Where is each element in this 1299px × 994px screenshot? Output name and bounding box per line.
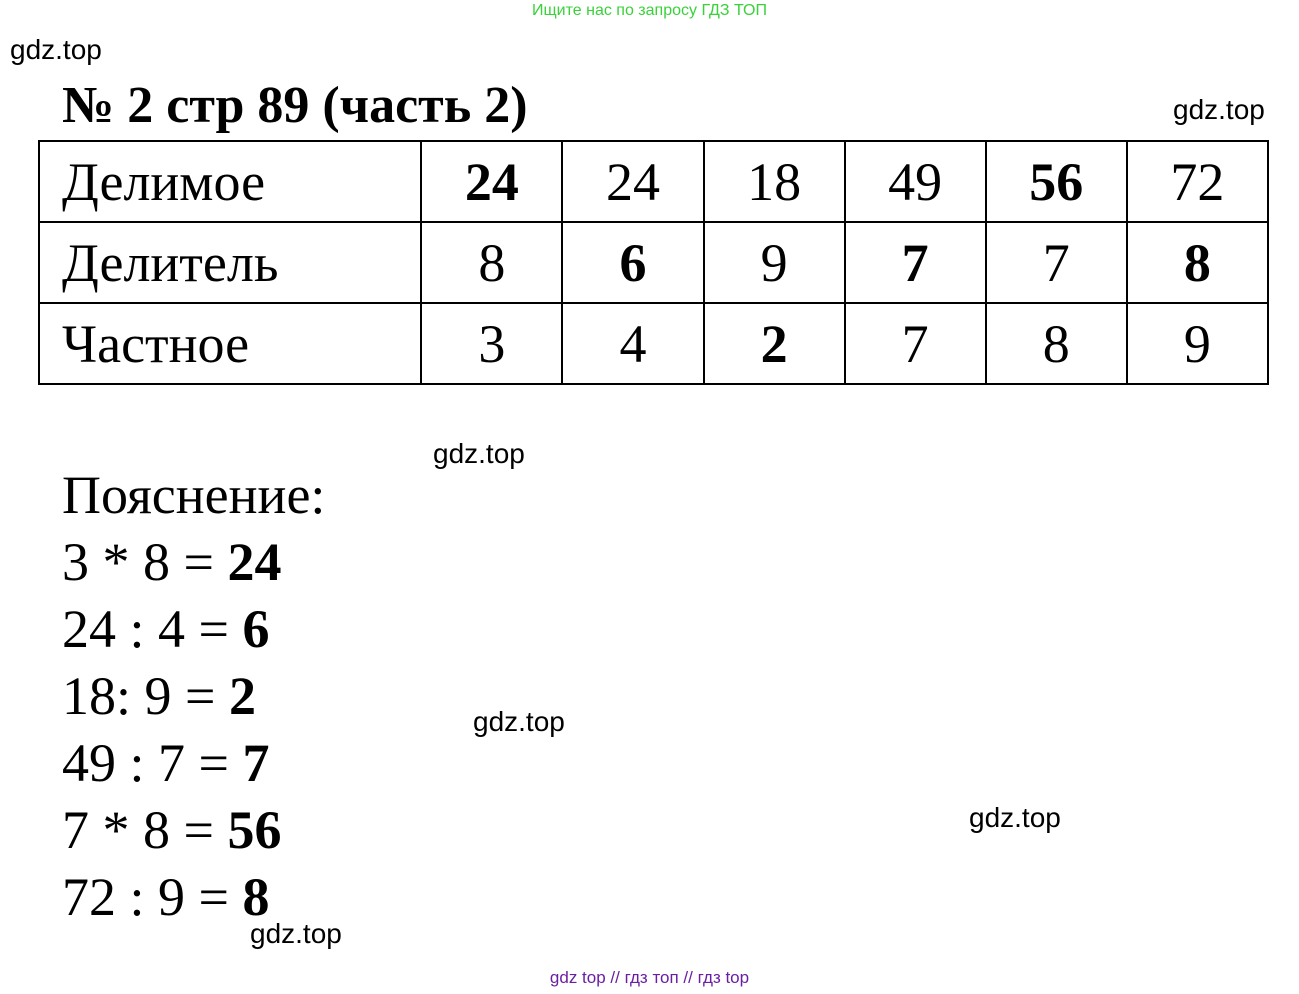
footer-links[interactable]: gdz top // гдз топ // гдз top bbox=[549, 968, 750, 987]
result: 6 bbox=[242, 599, 270, 659]
row-label: Делимое bbox=[39, 141, 421, 222]
watermark: gdz.top bbox=[1173, 94, 1265, 125]
table-cell: 7 bbox=[845, 222, 986, 303]
table-cell: 6 bbox=[562, 222, 703, 303]
expression: 18: 9 = bbox=[62, 666, 229, 726]
table-row bbox=[39, 222, 1268, 303]
watermark: gdz.top bbox=[10, 34, 102, 65]
table-cell: 4 bbox=[562, 303, 703, 384]
expression: 49 : 7 = bbox=[62, 733, 243, 793]
table-cell: 18 bbox=[704, 141, 845, 222]
table-cell: 56 bbox=[986, 141, 1127, 222]
explanation-line bbox=[62, 864, 325, 931]
explanation-line bbox=[62, 797, 325, 864]
table-cell: 3 bbox=[421, 303, 562, 384]
explanation-block bbox=[62, 462, 325, 931]
table-cell: 2 bbox=[704, 303, 845, 384]
table-cell: 9 bbox=[704, 222, 845, 303]
table-cell: 8 bbox=[1127, 222, 1268, 303]
explanation-heading: Пояснение: bbox=[62, 465, 326, 525]
division-table bbox=[38, 140, 1269, 385]
watermark: gdz.top bbox=[250, 918, 342, 949]
table-cell: 24 bbox=[562, 141, 703, 222]
table-cell: 9 bbox=[1127, 303, 1268, 384]
expression: 3 * 8 = bbox=[62, 532, 228, 592]
table-cell: 72 bbox=[1127, 141, 1268, 222]
expression: 7 * 8 = bbox=[62, 800, 228, 860]
result: 8 bbox=[242, 867, 270, 927]
table-row bbox=[39, 303, 1268, 384]
table-cell: 8 bbox=[986, 303, 1127, 384]
expression: 72 : 9 = bbox=[62, 867, 243, 927]
table-cell: 49 bbox=[845, 141, 986, 222]
result: 24 bbox=[227, 532, 282, 592]
search-hint-link[interactable]: Ищите нас по запросу ГДЗ ТОП bbox=[532, 2, 767, 19]
explanation-line bbox=[62, 663, 325, 730]
table-row bbox=[39, 141, 1268, 222]
expression: 24 : 4 = bbox=[62, 599, 243, 659]
watermark: gdz.top bbox=[969, 802, 1061, 833]
row-label: Делитель bbox=[39, 222, 421, 303]
table-cell: 7 bbox=[986, 222, 1127, 303]
watermark: gdz.top bbox=[473, 706, 565, 737]
result: 7 bbox=[242, 733, 270, 793]
page-title: № 2 стр 89 (часть 2) bbox=[62, 77, 528, 134]
result: 56 bbox=[227, 800, 282, 860]
row-label: Частное bbox=[39, 303, 421, 384]
table-cell: 7 bbox=[845, 303, 986, 384]
explanation-line bbox=[62, 596, 325, 663]
table-cell: 24 bbox=[421, 141, 562, 222]
explanation-line bbox=[62, 730, 325, 797]
explanation-line bbox=[62, 529, 325, 596]
table-cell: 8 bbox=[421, 222, 562, 303]
result: 2 bbox=[228, 666, 256, 726]
watermark: gdz.top bbox=[433, 438, 525, 469]
